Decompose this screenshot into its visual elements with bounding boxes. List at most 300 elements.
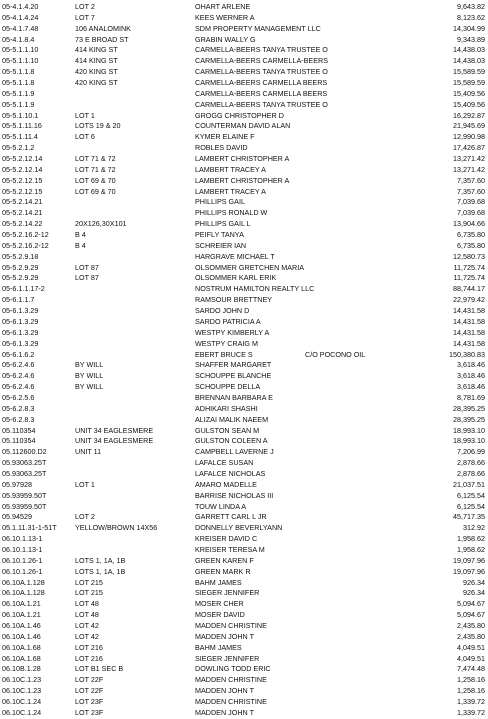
amount-due: 88,744.17: [453, 284, 485, 294]
owner-name: LAFALCE NICHOLAS: [195, 468, 266, 478]
property-description: LOT 48: [75, 599, 99, 609]
amount-due: 15,409.56: [453, 99, 485, 109]
parcel-number: 05-5.1.1.8: [2, 67, 35, 77]
parcel-number: 06.10A.1.21: [2, 599, 41, 609]
owner-name: KYMER ELAINE F: [195, 132, 255, 142]
table-row: [0, 35, 488, 46]
owner-name: OLSOMMER KARL ERIK: [195, 273, 277, 283]
parcel-number: 05-5.2.12.15: [2, 175, 43, 185]
amount-due: 3,618.46: [457, 382, 485, 392]
table-row: [0, 13, 488, 24]
property-description: LOT 6: [75, 132, 95, 142]
amount-due: 926.34: [463, 588, 485, 598]
owner-name: ADHIKARI SHASHI: [195, 403, 258, 413]
owner-name: BARRISE NICHOLAS III: [195, 490, 274, 500]
parcel-number: 05-6.2.8.3: [2, 403, 35, 413]
table-row: [0, 241, 488, 252]
table-row: [0, 599, 488, 610]
amount-due: 22,979.42: [453, 295, 485, 305]
amount-due: 16,292.87: [453, 110, 485, 120]
table-row: [0, 187, 488, 198]
amount-due: 13,904.66: [453, 219, 485, 229]
delinquent-tax-list: [0, 2, 488, 717]
parcel-number: 05-5.1.11.16: [2, 121, 42, 131]
table-row: [0, 545, 488, 556]
owner-name: DONNELLY BEVERLYANN: [195, 523, 283, 533]
owner-name: PHILLIPS RONALD W: [195, 208, 268, 218]
amount-due: 5,094.67: [457, 599, 485, 609]
owner-name: TOUW LINDA A: [195, 501, 246, 511]
parcel-number: 05-6.1.6.2: [2, 349, 35, 359]
property-description: LOT 2: [75, 512, 95, 522]
parcel-number: 05-5.1.1.10: [2, 45, 39, 55]
parcel-number: 05-5.2.1.2: [2, 143, 35, 153]
parcel-number: 05-5.1.1.10: [2, 56, 39, 66]
amount-due: 14,438.03: [453, 56, 485, 66]
owner-name: MADDEN CHRISTINE: [195, 620, 267, 630]
table-row: [0, 252, 488, 263]
table-row: [0, 56, 488, 67]
property-description: UNIT 34 EAGLESMERE: [75, 425, 154, 435]
parcel-number: 06.10A.1.128: [2, 588, 45, 598]
property-description: LOTS 1, 1A, 1B: [75, 566, 126, 576]
amount-due: 12,580.73: [453, 251, 485, 261]
parcel-number: 05-5.2.9.29: [2, 273, 39, 283]
amount-due: 12,990.98: [453, 132, 485, 142]
parcel-number: 05.110354: [2, 425, 36, 435]
amount-due: 8,781.69: [457, 392, 485, 402]
table-row: [0, 404, 488, 415]
table-row: [0, 121, 488, 132]
table-row: [0, 502, 488, 513]
table-row: [0, 458, 488, 469]
parcel-number: 05-5.2.14.21: [2, 197, 43, 207]
table-row: [0, 610, 488, 621]
amount-due: 7,039.68: [457, 197, 485, 207]
table-row: [0, 143, 488, 154]
table-row: [0, 512, 488, 523]
amount-due: 28,395.25: [453, 403, 485, 413]
property-description: YELLOW/BROWN 14X56: [75, 523, 158, 533]
amount-due: 5,094.67: [457, 610, 485, 620]
property-description: 420 KING ST: [75, 78, 118, 88]
parcel-number: 05-5.2.14.22: [2, 219, 43, 229]
amount-due: 14,431.58: [453, 306, 485, 316]
owner-name: HARGRAVE MICHAEL T: [195, 251, 275, 261]
amount-due: 15,589.59: [453, 78, 485, 88]
amount-due: 19,097.96: [453, 566, 485, 576]
property-description: 20X126,30X101: [75, 219, 127, 229]
parcel-number: 05.1.11.31-1-51T: [2, 523, 57, 533]
parcel-number: 05-6.1.3.29: [2, 338, 39, 348]
table-row: [0, 197, 488, 208]
amount-due: 7,357.60: [457, 175, 485, 185]
property-description: LOTS 1, 1A, 1B: [75, 555, 126, 565]
parcel-number: 06.10.1.13-1: [2, 534, 43, 544]
table-row: [0, 447, 488, 458]
table-row: [0, 339, 488, 350]
owner-name: MADDEN JOHN T: [195, 686, 254, 696]
owner-name: GROGG CHRISTOPHER D: [195, 110, 284, 120]
table-row: [0, 350, 488, 361]
amount-due: 18,993.10: [453, 425, 485, 435]
table-row: [0, 89, 488, 100]
table-row: [0, 306, 488, 317]
property-description: 414 KING ST: [75, 56, 118, 66]
table-row: [0, 436, 488, 447]
owner-name: MADDEN CHRISTINE: [195, 675, 267, 685]
amount-due: 6,735.80: [457, 240, 485, 250]
table-row: [0, 578, 488, 589]
amount-due: 1,258.16: [457, 675, 485, 685]
amount-due: 1,258.16: [457, 686, 485, 696]
owner-name: KREISER DAVID C: [195, 534, 258, 544]
parcel-number: 05-5.1.10.1: [2, 110, 39, 120]
amount-due: 15,589.59: [453, 67, 485, 77]
owner-name: PEIFLY TANYA: [195, 230, 244, 240]
table-row: [0, 415, 488, 426]
table-row: [0, 176, 488, 187]
amount-due: 45,717.35: [453, 512, 485, 522]
table-row: [0, 664, 488, 675]
amount-due: 4,049.51: [457, 642, 485, 652]
parcel-number: 06.10A.1.128: [2, 577, 45, 587]
owner-name: NOSTRUM HAMILTON REALTY LLC: [195, 284, 315, 294]
amount-due: 14,431.58: [453, 316, 485, 326]
owner-name: WESTPY CRAIG M: [195, 338, 258, 348]
amount-due: 8,123.62: [457, 12, 485, 22]
amount-due: 4,049.51: [457, 653, 485, 663]
parcel-number: 05-5.2.14.21: [2, 208, 43, 218]
parcel-number: 05-5.1.1.9: [2, 99, 35, 109]
table-row: [0, 230, 488, 241]
amount-due: 7,206.99: [457, 447, 485, 457]
parcel-number: 05-4.1.4.20: [2, 2, 39, 11]
property-description: UNIT 11: [75, 447, 102, 457]
parcel-number: 05-6.2.5.6: [2, 392, 35, 402]
amount-due: 2,878.66: [457, 458, 485, 468]
owner-name: OLSOMMER GRETCHEN MARIA: [195, 262, 305, 272]
amount-due: 14,438.03: [453, 45, 485, 55]
amount-due: 2,435.80: [457, 620, 485, 630]
property-description: LOT 215: [75, 577, 103, 587]
owner-name: PHILLIPS GAIL: [195, 197, 245, 207]
property-description: LOT 1: [75, 110, 95, 120]
parcel-number: 06.10A.1.46: [2, 631, 41, 641]
property-description: UNIT 34 EAGLESMERE: [75, 436, 154, 446]
property-description: LOT 23F: [75, 697, 104, 706]
table-row: [0, 426, 488, 437]
property-description: LOT 7: [75, 12, 95, 22]
property-description: LOT 216: [75, 653, 103, 663]
amount-due: 7,039.68: [457, 208, 485, 218]
table-row: [0, 132, 488, 143]
table-row: [0, 393, 488, 404]
amount-due: 14,431.58: [453, 338, 485, 348]
amount-due: 1,339.72: [457, 707, 485, 717]
property-description: B 4: [75, 240, 86, 250]
table-row: [0, 382, 488, 393]
table-row: [0, 523, 488, 534]
owner-name: CARMELLA-BEERS TANYA TRUSTEE O: [195, 99, 328, 109]
parcel-number: 05-5.1.11.4: [2, 132, 38, 142]
table-row: [0, 491, 488, 502]
table-row: [0, 480, 488, 491]
amount-due: 9,643.82: [457, 2, 485, 11]
parcel-number: 06.10C.1.23: [2, 686, 42, 696]
property-description: BY WILL: [75, 382, 104, 392]
table-row: [0, 556, 488, 567]
property-description: 73 E BROAD ST: [75, 34, 129, 44]
owner-name: MADDEN CHRISTINE: [195, 697, 267, 706]
property-description: B 4: [75, 230, 86, 240]
parcel-number: 05-5.2.16.2-12: [2, 240, 49, 250]
amount-due: 17,426.87: [453, 143, 485, 153]
property-description: LOT 42: [75, 631, 99, 641]
parcel-number: 05-5.2.9.18: [2, 251, 39, 261]
parcel-number: 05.93063.25T: [2, 458, 47, 468]
table-row: [0, 154, 488, 165]
owner-name: LAMBERT TRACEY A: [195, 186, 266, 196]
amount-due: 7,357.60: [457, 186, 485, 196]
owner-name: AMARO MADELLE: [195, 479, 257, 489]
property-description: LOT 1: [75, 479, 95, 489]
owner-name: SIEGER JENNIFER: [195, 653, 260, 663]
property-description: LOT 69 & 70: [75, 175, 116, 185]
table-row: [0, 165, 488, 176]
property-description: LOT 71 & 72: [75, 154, 116, 164]
amount-due: 1,958.62: [457, 544, 485, 554]
parcel-number: 06.10.1.26-1: [2, 555, 43, 565]
parcel-number: 05-6.2.8.3: [2, 414, 35, 424]
owner-name: MADDEN JOHN T: [195, 631, 254, 641]
table-row: [0, 219, 488, 230]
table-row: [0, 67, 488, 78]
parcel-number: 05-6.2.4.6: [2, 382, 35, 392]
parcel-number: 06.10A.1.68: [2, 642, 41, 652]
owner-name: DOWLING TODD ERIC: [195, 664, 271, 674]
table-row: [0, 708, 488, 719]
owner-name: BRENNAN BARBARA E: [195, 392, 273, 402]
table-row: [0, 328, 488, 339]
parcel-number: 05-6.1.3.29: [2, 327, 39, 337]
property-description: 420 KING ST: [75, 67, 118, 77]
owner-name: RAMSOUR BRETTNEY: [195, 295, 273, 305]
property-description: LOT 42: [75, 620, 99, 630]
parcel-number: 06.10A.1.46: [2, 620, 41, 630]
table-row: [0, 263, 488, 274]
owner-name: SCHREIER IAN: [195, 240, 247, 250]
owner-name: GREEN MARK R: [195, 566, 251, 576]
property-description: LOT 87: [75, 262, 99, 272]
property-description: LOTS 19 & 20: [75, 121, 121, 131]
amount-due: 1,339.72: [457, 697, 485, 706]
property-description: LOT B1 SEC B: [75, 664, 124, 674]
parcel-number: 05.93959.50T: [2, 490, 47, 500]
owner-name: MADDEN JOHN T: [195, 707, 254, 717]
owner-name: GRABIN WALLY G: [195, 34, 256, 44]
owner-name: CAMPBELL LAVERNE J: [195, 447, 274, 457]
table-row: [0, 284, 488, 295]
owner-name: ROBLES DAVID: [195, 143, 248, 153]
amount-due: 6,735.80: [457, 230, 485, 240]
parcel-number: 05.110354: [2, 436, 36, 446]
amount-due: 21,037.51: [453, 479, 485, 489]
amount-due: 14,431.58: [453, 327, 485, 337]
amount-due: 19,097.96: [453, 555, 485, 565]
amount-due: 2,878.66: [457, 468, 485, 478]
owner-name: SDM PROPERTY MANAGEMENT LLC: [195, 23, 321, 33]
parcel-number: 05-6.1.1.7: [2, 295, 35, 305]
owner-name: KREISER TERESA M: [195, 544, 265, 554]
owner-name: GREEN KAREN F: [195, 555, 254, 565]
parcel-number: 06.10C.1.24: [2, 707, 42, 717]
table-row: [0, 567, 488, 578]
property-description: LOT 215: [75, 588, 103, 598]
table-row: [0, 295, 488, 306]
amount-due: 18,993.10: [453, 436, 485, 446]
owner-name: LAMBERT CHRISTOPHER A: [195, 154, 290, 164]
parcel-number: 06.10A.1.21: [2, 610, 41, 620]
amount-due: 1,958.62: [457, 534, 485, 544]
parcel-number: 05-4.1.7.48: [2, 23, 39, 33]
amount-due: 15,409.56: [453, 88, 485, 98]
owner-name: SARDO JOHN D: [195, 306, 250, 316]
parcel-number: 06.10B.1.28: [2, 664, 41, 674]
amount-due: 150,380.83: [449, 349, 485, 359]
table-row: [0, 654, 488, 665]
table-row: [0, 360, 488, 371]
parcel-number: 06.10C.1.23: [2, 675, 42, 685]
care-of: C/O POCONO OIL: [305, 349, 366, 359]
table-row: [0, 24, 488, 35]
owner-name: OHART ARLENE: [195, 2, 251, 11]
parcel-number: 06.10.1.13-1: [2, 544, 43, 554]
table-row: [0, 208, 488, 219]
table-row: [0, 697, 488, 708]
parcel-number: 05-5.1.1.9: [2, 88, 35, 98]
table-row: [0, 643, 488, 654]
owner-name: SCHOUPPE DELLA: [195, 382, 261, 392]
table-row: [0, 45, 488, 56]
property-description: LOT 22F: [75, 675, 104, 685]
owner-name: EBERT BRUCE S: [195, 349, 253, 359]
owner-name: COUNTERMAN DAVID ALAN: [195, 121, 291, 131]
owner-name: GULSTON SEAN M: [195, 425, 260, 435]
owner-name: ALIZAI MALIK NAEEM: [195, 414, 269, 424]
owner-name: CARMELLA-BEERS CARMELLA BEERS: [195, 78, 328, 88]
owner-name: LAFALCE SUSAN: [195, 458, 254, 468]
table-row: [0, 2, 488, 13]
parcel-number: 06.10.1.26-1: [2, 566, 43, 576]
table-row: [0, 686, 488, 697]
property-description: LOT 48: [75, 610, 99, 620]
amount-due: 13,271.42: [453, 154, 485, 164]
owner-name: WESTPY KIMBERLY A: [195, 327, 270, 337]
parcel-number: 06.10A.1.68: [2, 653, 41, 663]
owner-name: CARMELLA-BEERS TANYA TRUSTEE O: [195, 67, 328, 77]
owner-name: BAHM JAMES: [195, 642, 242, 652]
parcel-number: 05-5.2.12.15: [2, 186, 43, 196]
owner-name: SHAFFER MARGARET: [195, 360, 272, 370]
owner-name: LAMBERT TRACEY A: [195, 164, 266, 174]
owner-name: CARMELLA-BEERS CARMELLA BEERS: [195, 88, 328, 98]
owner-name: SIEGER JENNIFER: [195, 588, 260, 598]
property-description: LOT 69 & 70: [75, 186, 116, 196]
table-row: [0, 632, 488, 643]
table-row: [0, 273, 488, 284]
amount-due: 312.92: [463, 523, 485, 533]
table-row: [0, 675, 488, 686]
amount-due: 3,618.46: [457, 360, 485, 370]
property-description: LOT 2: [75, 2, 95, 11]
table-row: [0, 588, 488, 599]
parcel-number: 05.93063.25T: [2, 468, 47, 478]
table-row: [0, 100, 488, 111]
table-row: [0, 111, 488, 122]
table-row: [0, 534, 488, 545]
owner-name: PHILLIPS GAIL L: [195, 219, 251, 229]
table-row: [0, 371, 488, 382]
amount-due: 3,618.46: [457, 371, 485, 381]
property-description: 414 KING ST: [75, 45, 118, 55]
parcel-number: 06.10C.1.24: [2, 697, 42, 706]
owner-name: MOSER CHER: [195, 599, 244, 609]
owner-name: CARMELLA-BEERS CARMELLA-BEERS: [195, 56, 329, 66]
property-description: LOT 216: [75, 642, 103, 652]
amount-due: 7,474.48: [457, 664, 485, 674]
owner-name: CARMELLA-BEERS TANYA TRUSTEE O: [195, 45, 328, 55]
parcel-number: 05.112600.D2: [2, 447, 47, 457]
amount-due: 21,945.69: [453, 121, 485, 131]
amount-due: 2,435.80: [457, 631, 485, 641]
parcel-number: 05-6.1.3.29: [2, 306, 39, 316]
parcel-number: 05-6.1.3.29: [2, 316, 39, 326]
amount-due: 28,395.25: [453, 414, 485, 424]
parcel-number: 05-5.1.1.8: [2, 78, 35, 88]
owner-name: KEES WERNER A: [195, 12, 255, 22]
property-description: LOT 87: [75, 273, 99, 283]
property-description: LOT 22F: [75, 686, 104, 696]
parcel-number: 05-6.2.4.6: [2, 360, 35, 370]
owner-name: BAHM JAMES: [195, 577, 242, 587]
property-description: BY WILL: [75, 371, 104, 381]
property-description: LOT 23F: [75, 707, 104, 717]
owner-name: SCHOUPPE BLANCHE: [195, 371, 272, 381]
parcel-number: 05-4.1.4.24: [2, 12, 39, 22]
amount-due: 11,725.74: [453, 262, 485, 272]
table-row: [0, 621, 488, 632]
property-description: 106 ANALOMINK: [75, 23, 131, 33]
owner-name: GARRETT CARL L JR: [195, 512, 267, 522]
amount-due: 9,343.89: [457, 34, 485, 44]
owner-name: LAMBERT CHRISTOPHER A: [195, 175, 290, 185]
amount-due: 926.34: [463, 577, 485, 587]
amount-due: 6,125.54: [457, 501, 485, 511]
parcel-number: 05-6.2.4.6: [2, 371, 35, 381]
parcel-number: 05-6.1.1.17-2: [2, 284, 45, 294]
table-row: [0, 78, 488, 89]
owner-name: MOSER DAVID: [195, 610, 245, 620]
table-row: [0, 469, 488, 480]
property-description: LOT 71 & 72: [75, 164, 116, 174]
table-row: [0, 317, 488, 328]
parcel-number: 05.93959.50T: [2, 501, 47, 511]
amount-due: 6,125.54: [457, 490, 485, 500]
parcel-number: 05-5.2.12.14: [2, 154, 43, 164]
parcel-number: 05-5.2.16.2-12: [2, 230, 49, 240]
parcel-number: 05-4.1.8.4: [2, 34, 35, 44]
